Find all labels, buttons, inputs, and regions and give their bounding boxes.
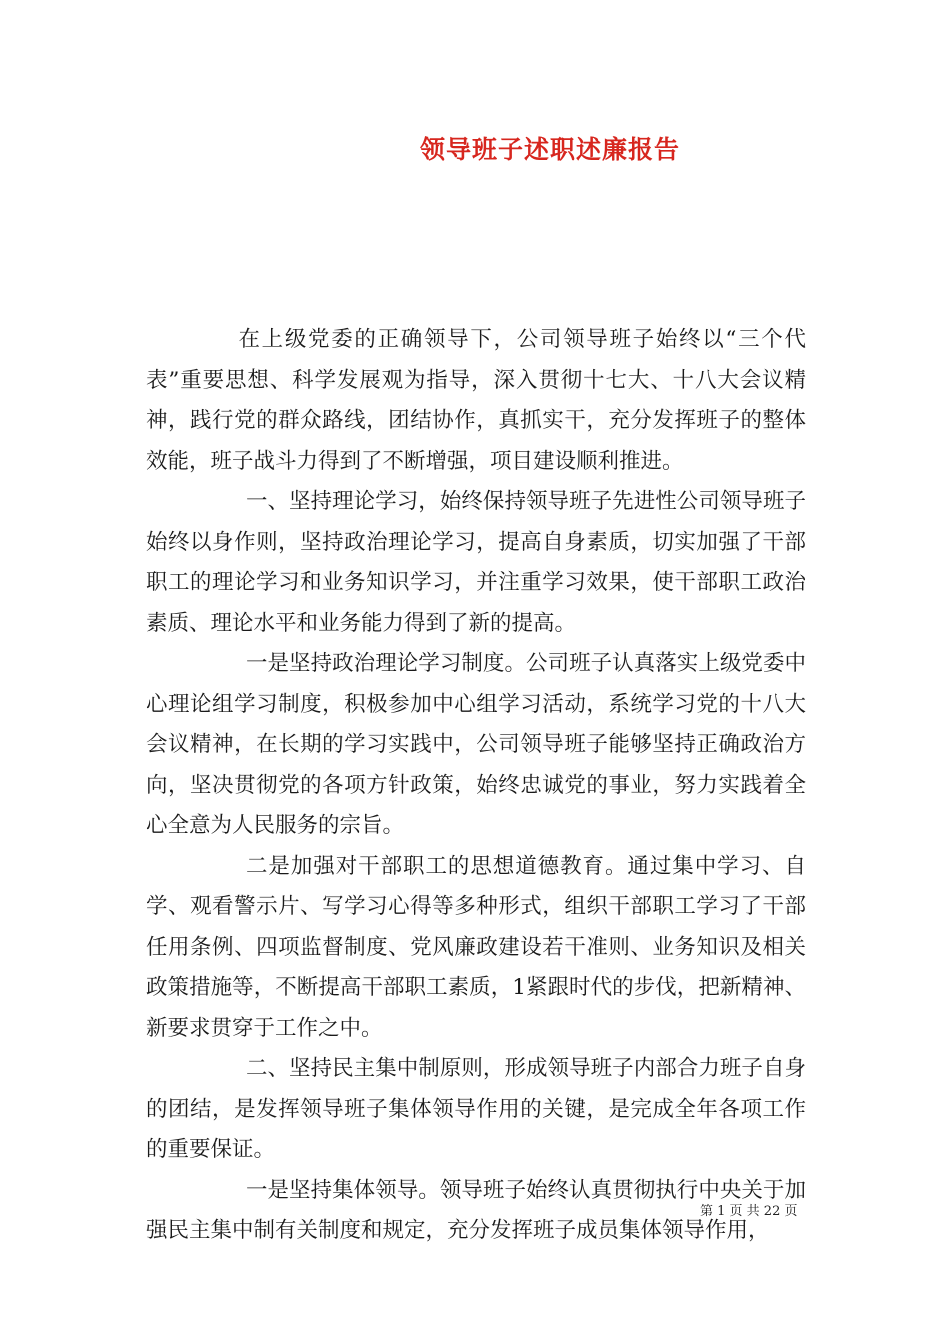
page-number: 第 1 页 共 22 页: [700, 1204, 798, 1219]
paragraph-item-1: 一是坚持政治理论学习制度。公司班子认真落实上级党委中心理论组学习制度，积极参加中心组学习活动，系统学习党的十八大会议精神，在长期的学习实践中，公司领导班子能够坚持正确政治方向，坚决贯彻党的各项方针政策，始终忠诚党的事业，努力实践着全心全意为人民服务的宗旨。: [146, 651, 806, 838]
paragraph-intro: 在上级党委的正确领导下，公司领导班子始终以“三个代表”重要思想、科学发展观为指导，深入贯彻十七大、十八大会议精神，践行党的群众路线，团结协作，真抓实干，充分发挥班子的整体效能，班子战斗力得到了不断增强，项目建设顺利推进。: [146, 327, 806, 474]
document-body: [146, 320, 806, 1252]
document-title: 领导班子述职述廉报告: [419, 135, 680, 164]
paragraph-item-3: 一是坚持集体领导。领导班子始终认真贯彻执行中央关于加强民主集中制有关制度和规定，充分发挥班子成员集体领导作用，: [146, 1177, 806, 1243]
paragraph-item-2: 二是加强对干部职工的思想道德教育。通过集中学习、自学、观看警示片、写学习心得等多种形式，组织干部职工学习了干部任用条例、四项监督制度、党风廉政建设若干准则、业务知识及相关政策措施等，不断提高干部职工素质，1紧跟时代的步伐，把新精神、新要求贯穿于工作之中。: [146, 853, 806, 1041]
paragraph-section-2-heading: 二、坚持民主集中制原则，形成领导班子内部合力班子自身的团结，是发挥领导班子集体领导作用的关键，是完成全年各项工作的重要保证。: [146, 1056, 806, 1162]
paragraph-section-1-heading: 一、坚持理论学习，始终保持领导班子先进性公司领导班子始终以身作则，坚持政治理论学习，提高自身素质，切实加强了干部职工的理论学习和业务知识学习，并注重学习效果，使干部职工政治素质、理论水平和业务能力得到了新的提高。: [146, 489, 806, 636]
